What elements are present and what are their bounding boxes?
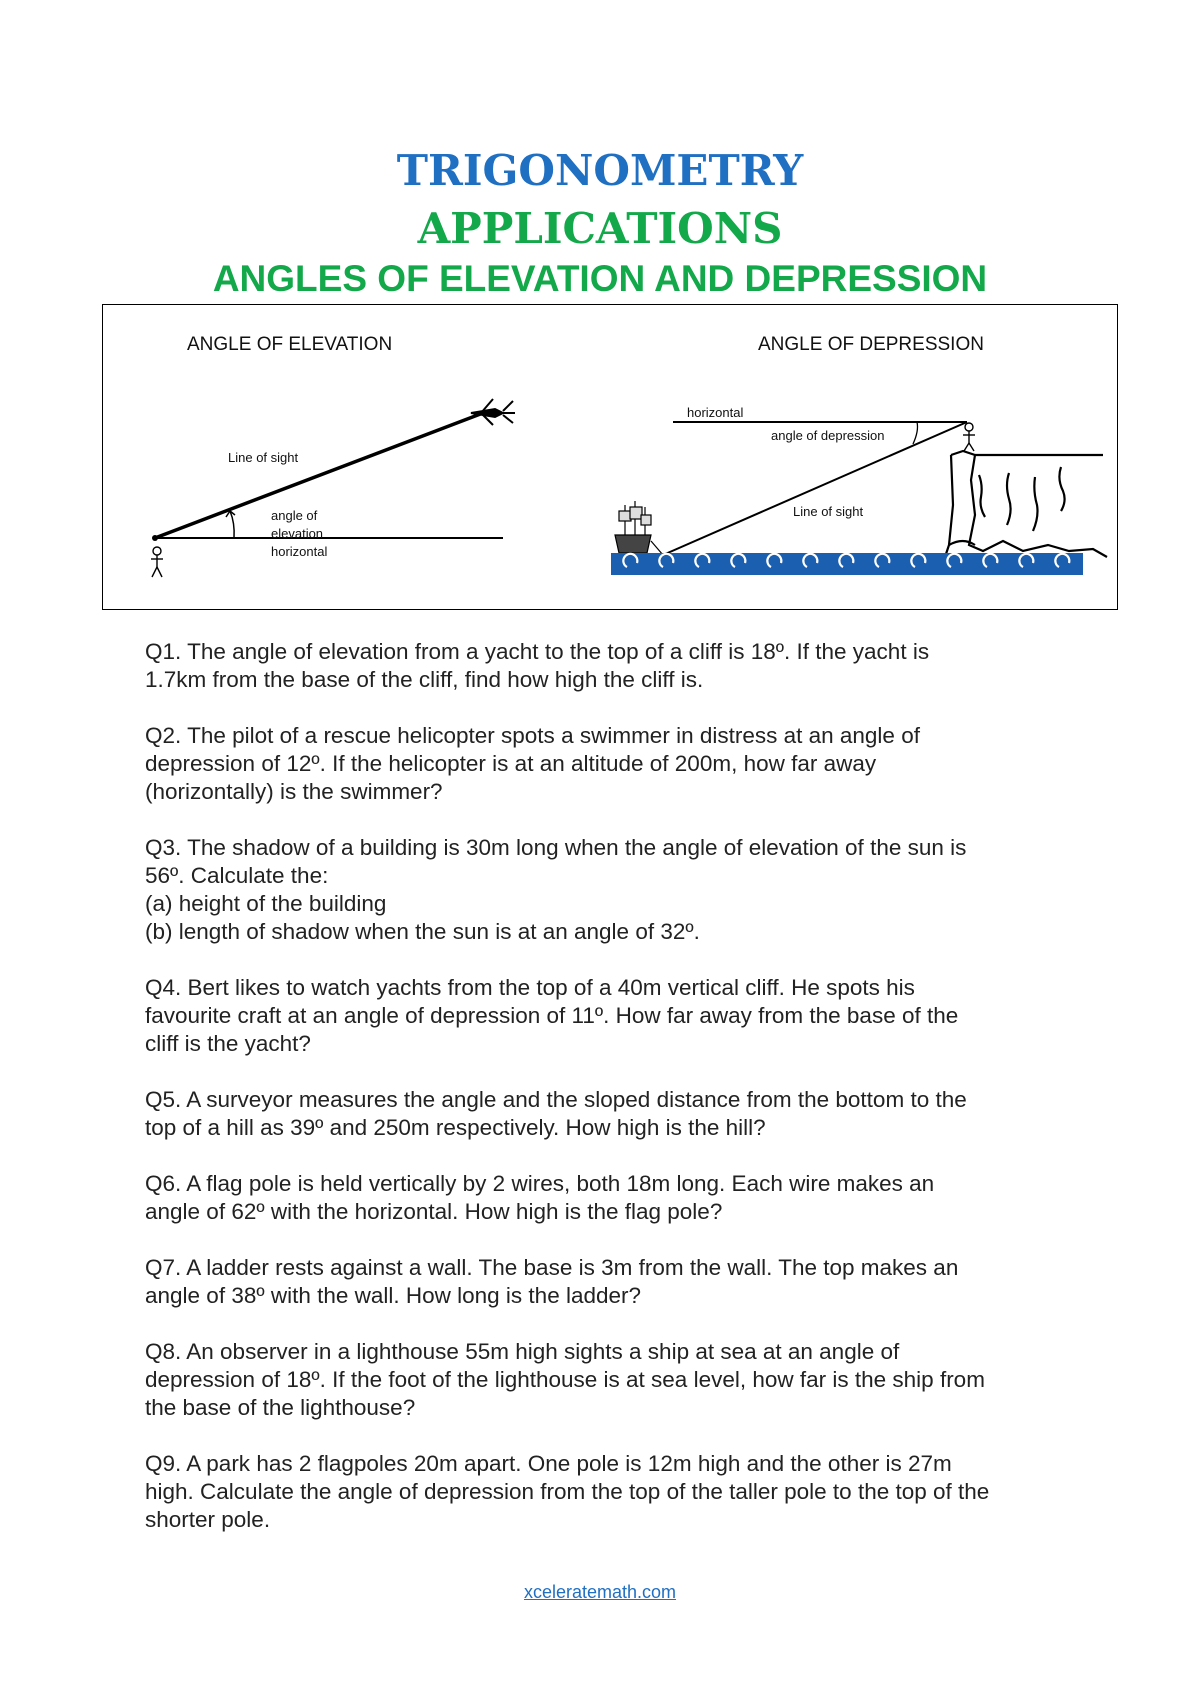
question-line: depression of 18º. If the foot of the lighthouse is at sea level, how far is the ship from bbox=[145, 1367, 985, 1392]
question-line: Q9. A park has 2 flagpoles 20m apart. One pole is 12m high and the other is 27m bbox=[145, 1451, 952, 1476]
question-line: Q2. The pilot of a rescue helicopter spots a swimmer in distress at an angle of bbox=[145, 723, 920, 748]
question-line: (horizontally) is the swimmer? bbox=[145, 779, 443, 804]
cliff-icon bbox=[945, 451, 1107, 557]
question-line: Q1. The angle of elevation from a yacht to the top of a cliff is 18º. If the yacht is bbox=[145, 639, 930, 664]
diagram-svg bbox=[103, 305, 1119, 611]
question-line: shorter pole. bbox=[145, 1507, 271, 1532]
depression-heading: ANGLE OF DEPRESSION bbox=[758, 334, 984, 355]
question-line: the base of the lighthouse? bbox=[145, 1395, 416, 1420]
question-4 bbox=[145, 974, 1075, 1058]
footer-link[interactable]: xceleratemath.com bbox=[523, 1582, 677, 1602]
question-line: cliff is the yacht? bbox=[145, 1031, 311, 1056]
elevation-angle-label-2: elevation bbox=[271, 526, 324, 541]
elevation-heading: ANGLE OF ELEVATION bbox=[187, 334, 393, 355]
question-line: top of a hill as 39º and 250m respectively. How high is the hill? bbox=[145, 1115, 766, 1140]
question-line: (a) height of the building bbox=[145, 891, 387, 916]
question-8 bbox=[145, 1338, 1075, 1422]
title-applications: APPLICATIONS bbox=[417, 204, 783, 253]
question-line: Q3. The shadow of a building is 30m long when the angle of elevation of the sun is bbox=[145, 835, 967, 860]
question-line: high. Calculate the angle of depression from the top of the taller pole to the top of the bbox=[145, 1479, 990, 1504]
question-line: Q8. An observer in a lighthouse 55m high sights a ship at sea at an angle of bbox=[145, 1339, 900, 1364]
depression-horizontal-label: horizontal bbox=[687, 405, 744, 420]
elevation-line-of-sight bbox=[155, 413, 483, 538]
question-2 bbox=[145, 722, 1075, 806]
elevation-angle-arc bbox=[230, 511, 234, 538]
depression-angle-label: angle of depression bbox=[771, 428, 885, 443]
question-line: Q6. A flag pole is held vertically by 2 wires, both 18m long. Each wire makes an bbox=[145, 1171, 935, 1196]
question-line: (b) length of shadow when the sun is at an angle of 32º. bbox=[145, 919, 700, 944]
sea-waves bbox=[611, 553, 1083, 575]
question-list bbox=[145, 638, 1075, 1562]
elevation-observer-point bbox=[152, 535, 158, 541]
question-line: Q5. A surveyor measures the angle and the sloped distance from the bottom to the bbox=[145, 1087, 967, 1112]
question-line: depression of 12º. If the helicopter is at an altitude of 200m, how far away bbox=[145, 751, 877, 776]
question-line: 1.7km from the base of the cliff, find how high the cliff is. bbox=[145, 667, 704, 692]
title-trigonometry: TRIGONOMETRY bbox=[396, 146, 804, 195]
question-1 bbox=[145, 638, 1075, 694]
question-9 bbox=[145, 1450, 1075, 1534]
elevation-person-icon bbox=[151, 547, 163, 577]
elevation-angle-label-1: angle of bbox=[271, 508, 318, 523]
question-line: Q4. Bert likes to watch yachts from the top of a 40m vertical cliff. He spots his bbox=[145, 975, 915, 1000]
aeroplane-icon bbox=[471, 399, 515, 425]
elevation-line-of-sight-label: Line of sight bbox=[228, 450, 299, 465]
question-line: Q7. A ladder rests against a wall. The base is 3m from the wall. The top makes an bbox=[145, 1255, 959, 1280]
diagram-box bbox=[102, 304, 1118, 610]
question-line: angle of 38º with the wall. How long is the ladder? bbox=[145, 1283, 642, 1308]
question-3 bbox=[145, 834, 1075, 946]
depression-person-icon bbox=[963, 423, 975, 451]
elevation-horizontal-label: horizontal bbox=[271, 544, 328, 559]
question-5 bbox=[145, 1086, 1075, 1142]
question-line: angle of 62º with the horizontal. How high is the flag pole? bbox=[145, 1199, 723, 1224]
ship-icon bbox=[615, 501, 663, 555]
depression-angle-arc bbox=[913, 422, 918, 444]
question-6 bbox=[145, 1170, 1075, 1226]
question-line: favourite craft at an angle of depression of 11º. How far away from the base of the bbox=[145, 1003, 959, 1028]
depression-line-of-sight-label: Line of sight bbox=[793, 504, 864, 519]
question-7 bbox=[145, 1254, 1075, 1310]
question-line: 56º. Calculate the: bbox=[145, 863, 329, 888]
subtitle-angles: ANGLES OF ELEVATION AND DEPRESSION bbox=[212, 258, 988, 299]
